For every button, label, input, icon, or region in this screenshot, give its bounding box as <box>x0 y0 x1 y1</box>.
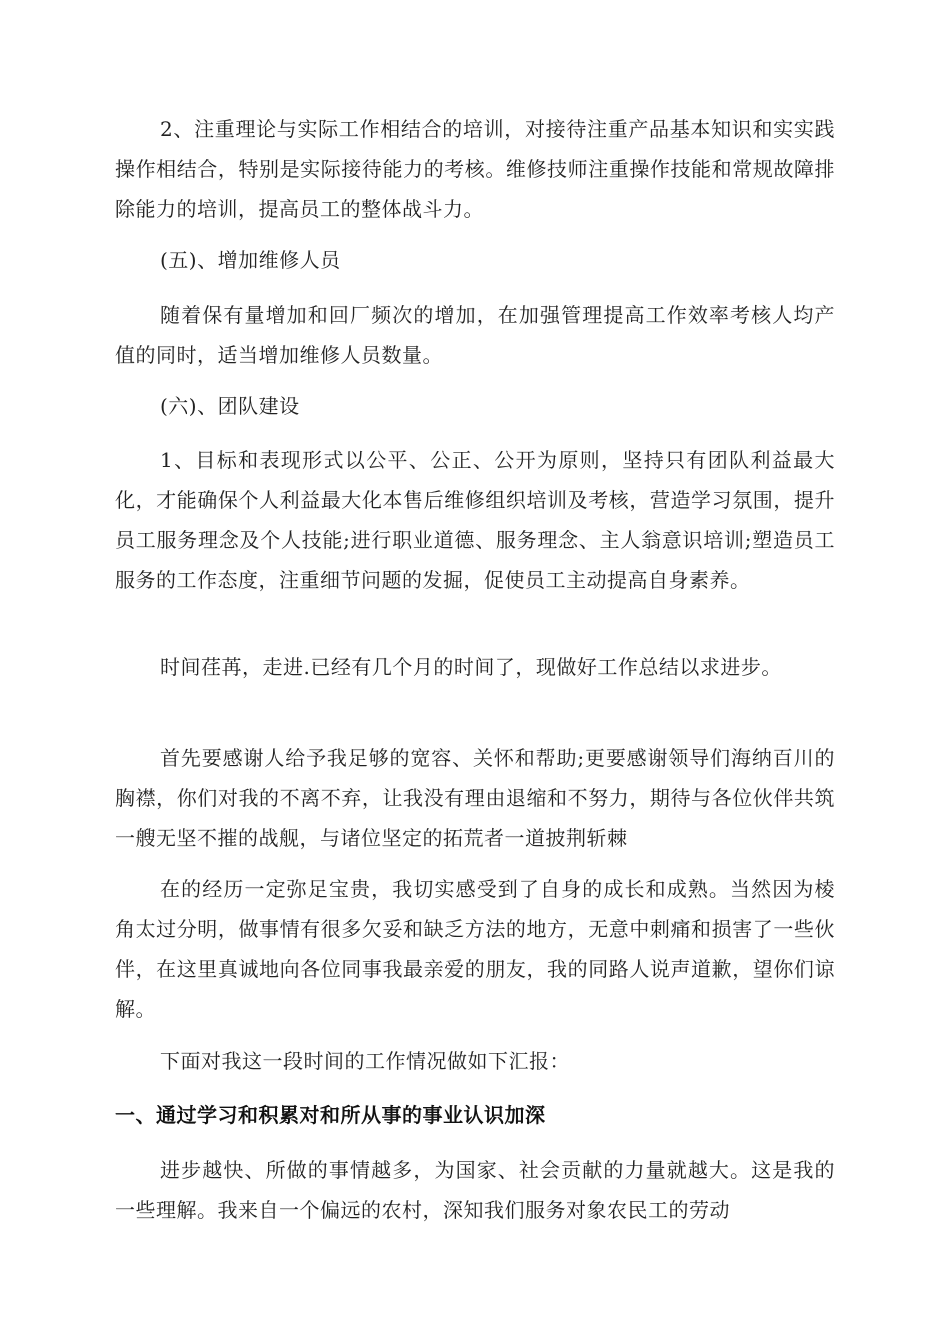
paragraph-training-theory-practice: 2、注重理论与实际工作相结合的培训，对接待注重产品基本知识和实实践操作相结合，特别是实际接待能力的考核。维修技师注重操作技能和常规故障排除能力的培训，提高员工的整体战斗力。 <box>115 117 835 221</box>
section-heading-add-repair-staff: (五)、增加维修人员 <box>160 248 341 272</box>
paragraph-experience: 在的经历一定弥足宝贵，我切实感受到了自身的成长和成熟。当然因为棱角太过分明，做事情有很多欠妥和缺乏方法的地方，无意中刺痛和损害了一些伙伴，在这里真诚地向各位同事我最亲爱的朋友，我的同路人说声道歉，望你们谅解。 <box>115 877 835 1021</box>
paragraph-progress: 进步越快、所做的事情越多，为国家、社会贡献的力量就越大。这是我的一些理解。我来自一个偏远的农村，深知我们服务对象农民工的劳动 <box>115 1158 835 1222</box>
paragraph-add-repair-staff: 随着保有量增加和回厂频次的增加，在加强管理提高工作效率考核人均产值的同时，适当增加维修人员数量。 <box>115 303 835 367</box>
section-heading-team-building: (六)、团队建设 <box>160 394 300 418</box>
paragraph-report-intro: 下面对我这一段时间的工作情况做如下汇报： <box>160 1049 570 1073</box>
paragraph-thanks: 首先要感谢人给予我足够的宽容、关怀和帮助;更要感谢领导们海纳百川的胸襟，你们对我的不离不弃，让我没有理由退缩和不努力，期待与各位伙伴共筑一艘无坚不摧的战舰，与诸位坚定的拓荒者一道披荆斩棘 <box>115 746 835 850</box>
heading-learning-and-understanding: 一、通过学习和积累对和所从事的事业认识加深 <box>115 1103 546 1127</box>
paragraph-time-passes: 时间荏苒，走进.已经有几个月的时间了，现做好工作总结以求进步。 <box>160 655 782 679</box>
paragraph-team-goals: 1、目标和表现形式以公平、公正、公开为原则，坚持只有团队利益最大化，才能确保个人利益最大化本售后维修组织培训及考核，营造学习氛围，提升员工服务理念及个人技能;进行职业道德、服务理念、主人翁意识培训;塑造员工服务的工作态度，注重细节问题的发掘，促使员工主动提高自身素养。 <box>115 448 835 592</box>
